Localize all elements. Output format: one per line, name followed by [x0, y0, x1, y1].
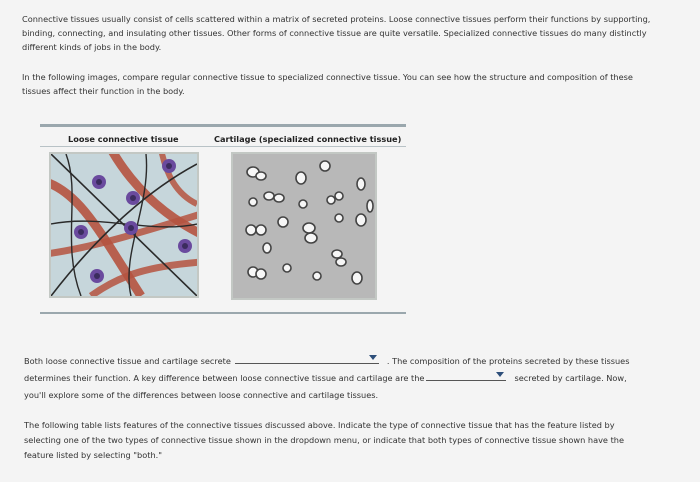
- loose-tissue-image: [49, 152, 199, 298]
- figure-header-rule: [40, 146, 406, 147]
- cartilage-component-dropdown[interactable]: [426, 371, 506, 381]
- dropdown-caret-icon[interactable]: [369, 355, 377, 360]
- cartilage-illustration: [233, 154, 375, 298]
- figure-top-rule: [40, 124, 406, 127]
- intro-paragraph-2: In the following images, compare regular connective tissue to specialized connective tissue. You can see how the structure and composition of these tissues affect their function in the body.: [22, 72, 633, 96]
- loose-tissue-illustration: [51, 154, 197, 296]
- figure-bottom-rule: [40, 312, 406, 314]
- question-text-part-2: . The composition of the proteins secreted by these tissues determines their function. A key difference between loose connective tissue and cartilage are the: [24, 356, 630, 383]
- secreted-substance-dropdown[interactable]: [235, 354, 379, 364]
- question-text-part-3: secreted by cartilage. Now, you'll explore some of the differences between loose connective and cartilage tissues.: [24, 373, 627, 400]
- dropdown-caret-icon[interactable]: [496, 372, 504, 377]
- loose-tissue-label: Loose connective tissue: [68, 134, 179, 144]
- question-paragraph: [24, 353, 644, 404]
- table-instructions: The following table lists features of the connective tissues discussed above. Indicate the type of connective tissue that has the feature listed by selecting one of the two types of connective tissue shown in the dropdown menu, or indicate that both types of connective tissue shown have the feature listed by selecting "both.": [24, 420, 625, 460]
- intro-paragraph-1: Connective tissues usually consist of cells scattered within a matrix of secreted proteins. Loose connective tissues perform their functions by supporting, binding, connecting, and insulating other tissues. Other forms of connective tissue are quite versatile. Specialized connective tissues do many distinctly different kinds of jobs in the body.: [22, 14, 651, 52]
- question-text-part-1: Both loose connective tissue and cartilage secrete: [24, 356, 231, 366]
- cartilage-label: Cartilage (specialized connective tissue): [214, 134, 402, 144]
- cartilage-image: [231, 152, 377, 300]
